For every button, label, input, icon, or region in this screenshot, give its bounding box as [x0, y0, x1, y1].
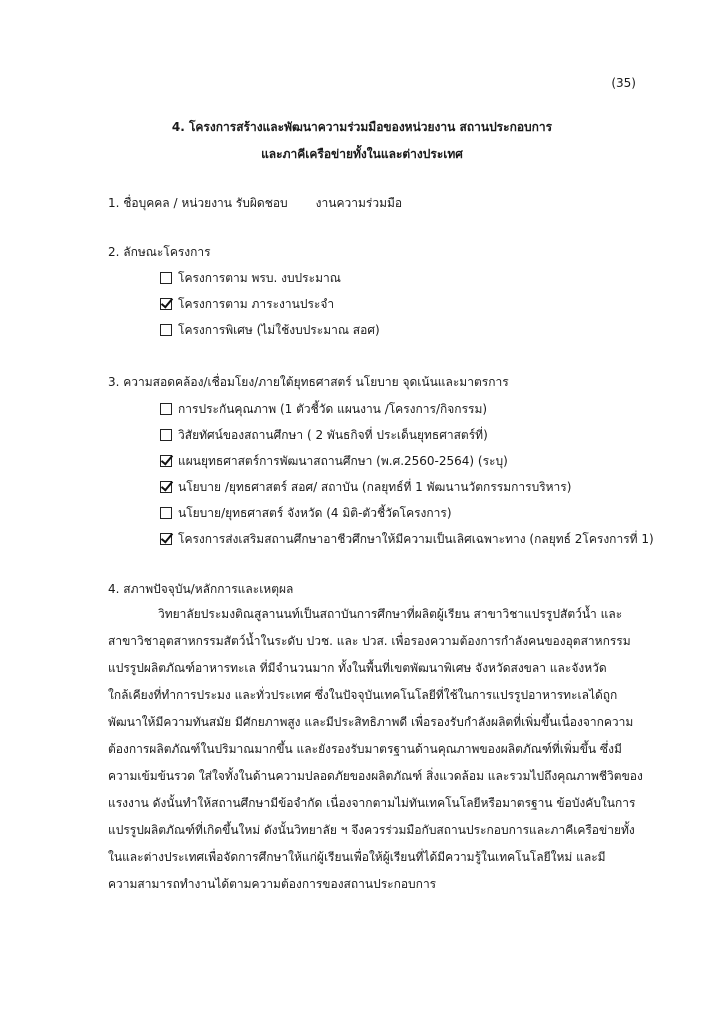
document-title-line1: 4. โครงการสร้างและพัฒนาความร่วมมือของหน่วยงาน สถานประกอบการ — [171, 120, 553, 134]
checkbox-unchecked-icon — [160, 272, 172, 284]
paragraph-line: ในและต่างประเทศเพื่อจัดการศึกษาให้แก่ผู้เรียนเพื่อให้ผู้เรียนที่ได้มีความรู้ในเทคโนโลยีใหม่ และมี — [108, 850, 606, 864]
section3-option-label: โครงการส่งเสริมสถานศึกษาอาชีวศึกษาให้มีความเป็นเลิศเฉพาะทาง (กลยุทธ์ 2โครงการที่ 1) — [178, 532, 654, 546]
checkbox-checked-icon — [160, 455, 172, 467]
paragraph-line: วิทยาลัยประมงติณสูลานนท์เป็นสถาบันการศึกษาที่ผลิตผู้เรียน สาขาวิชาแปรรูปสัตว์น้ำ และ — [158, 607, 623, 621]
section3-option-label: นโยบาย/ยุทธศาสตร์ จังหวัด (4 มิติ-ตัวชี้วัดโครงการ) — [178, 506, 452, 520]
section1-label: 1. ชื่อบุคคล / หน่วยงาน รับผิดชอบ — [108, 196, 288, 210]
section2-option-label: โครงการพิเศษ (ไม่ใช้งบประมาณ สอศ) — [178, 323, 380, 337]
section3-option-label: แผนยุทธศาสตร์การพัฒนาสถานศึกษา (พ.ศ.2560-2564) (ระบุ) — [178, 454, 508, 468]
paragraph-line: แปรรูปผลิตภัณฑ์ที่เกิดขึ้นใหม่ ดังนั้นวิทยาลัย ฯ จึงควรร่วมมือกับสถานประกอบการและภาคีเครือข่ายทั้ง — [108, 823, 635, 837]
section3-option-label: นโยบาย /ยุทธศาสตร์ สอศ/ สถาบัน (กลยุทธ์ที่ 1 พัฒนานวัตกรรมการบริหาร) — [178, 480, 572, 494]
section2-heading: 2. ลักษณะโครงการ — [108, 245, 211, 259]
paragraph-line: ความสามารถทำงานได้ตามความต้องการของสถานประกอบการ — [108, 877, 437, 891]
section3-option — [160, 402, 487, 416]
checkbox-checked-icon — [160, 533, 172, 545]
section2-option-label: โครงการตาม ภาระงานประจำ — [178, 297, 335, 311]
section3-option — [160, 454, 508, 468]
checkbox-unchecked-icon — [160, 429, 172, 441]
section2-option — [160, 271, 341, 285]
section3-option — [160, 506, 452, 520]
section3-heading: 3. ความสอดคล้อง/เชื่อมโยง/ภายใต้ยุทธศาสตร์ นโยบาย จุดเน้นและมาตรการ — [108, 375, 509, 389]
section3-option — [160, 532, 654, 546]
checkbox-unchecked-icon — [160, 324, 172, 336]
paragraph-line: สาขาวิชาอุตสาหกรรมสัตว์น้ำในระดับ ปวช. และ ปวส. เพื่อรองความต้องการกำลังคนของอุตสาหกรรม — [108, 634, 631, 648]
section2-option — [160, 323, 380, 337]
section3-option-label: วิสัยทัศน์ของสถานศึกษา ( 2 พันธกิจที่ ประเด็นยุทธศาสตร์ที่) — [178, 428, 488, 442]
section2-option — [160, 297, 334, 311]
section4-heading: 4. สภาพปัจจุบัน/หลักการและเหตุผล — [108, 582, 294, 596]
paragraph-line: แปรรูปผลิตภัณฑ์อาหารทะเล ที่มีจำนวนมาก ทั้งในพื้นที่เขตพัฒนาพิเศษ จังหวัดสงขลา และจังหวัด — [108, 661, 607, 675]
checkbox-unchecked-icon — [160, 403, 172, 415]
checkbox-unchecked-icon — [160, 507, 172, 519]
section3-option-label: การประกันคุณภาพ (1 ตัวชี้วัด แผนงาน /โครงการ/กิจกรรม) — [178, 402, 488, 416]
section4-paragraph — [108, 601, 643, 898]
section3-option — [160, 428, 488, 442]
section1-value: งานความร่วมมือ — [315, 196, 403, 210]
paragraph-line: ใกล้เคียงที่ทำการประมง และทั่วประเทศ ซึ่งในปัจจุบันเทคโนโลยีที่ใช้ในการแปรรูปอาหารทะเลได้ถูก — [108, 688, 618, 702]
checkbox-checked-icon — [160, 481, 172, 493]
page-number: (35) — [611, 76, 636, 90]
document-title-line2: และภาคีเครือข่ายทั้งในและต่างประเทศ — [261, 147, 463, 161]
paragraph-line: พัฒนาให้มีความทันสมัย มีศักยภาพสูง และมีประสิทธิภาพดี เพื่อรองรับกำลังผลิตที่เพิ่มขึ้นเนื่องจากความ — [108, 715, 634, 729]
section2-option-label: โครงการตาม พรบ. งบประมาณ — [178, 271, 341, 285]
paragraph-line: แรงงาน ดังนั้นทำให้สถานศึกษามีข้อจำกัด เนื่องจากตามไม่ทันเทคโนโลยีหรือมาตรฐาน ข้อบังคับในการ — [108, 796, 636, 810]
section3-option — [160, 480, 571, 494]
paragraph-line: ความเข้มข้นรวด ใส่ใจทั้งในด้านความปลอดภัยของผลิตภัณฑ์ สิ่งแวดล้อม และรวมไปถึงคุณภาพชีวิตของ — [108, 769, 643, 783]
paragraph-line: ต้องการผลิตภัณฑ์ในปริมาณมากขึ้น และยังรองรับมาตรฐานด้านคุณภาพของผลิตภัณฑ์ที่เพิ่มขึ้น ซึ่งมี — [108, 742, 622, 756]
checkbox-checked-icon — [160, 298, 172, 310]
section1-line — [108, 196, 402, 210]
